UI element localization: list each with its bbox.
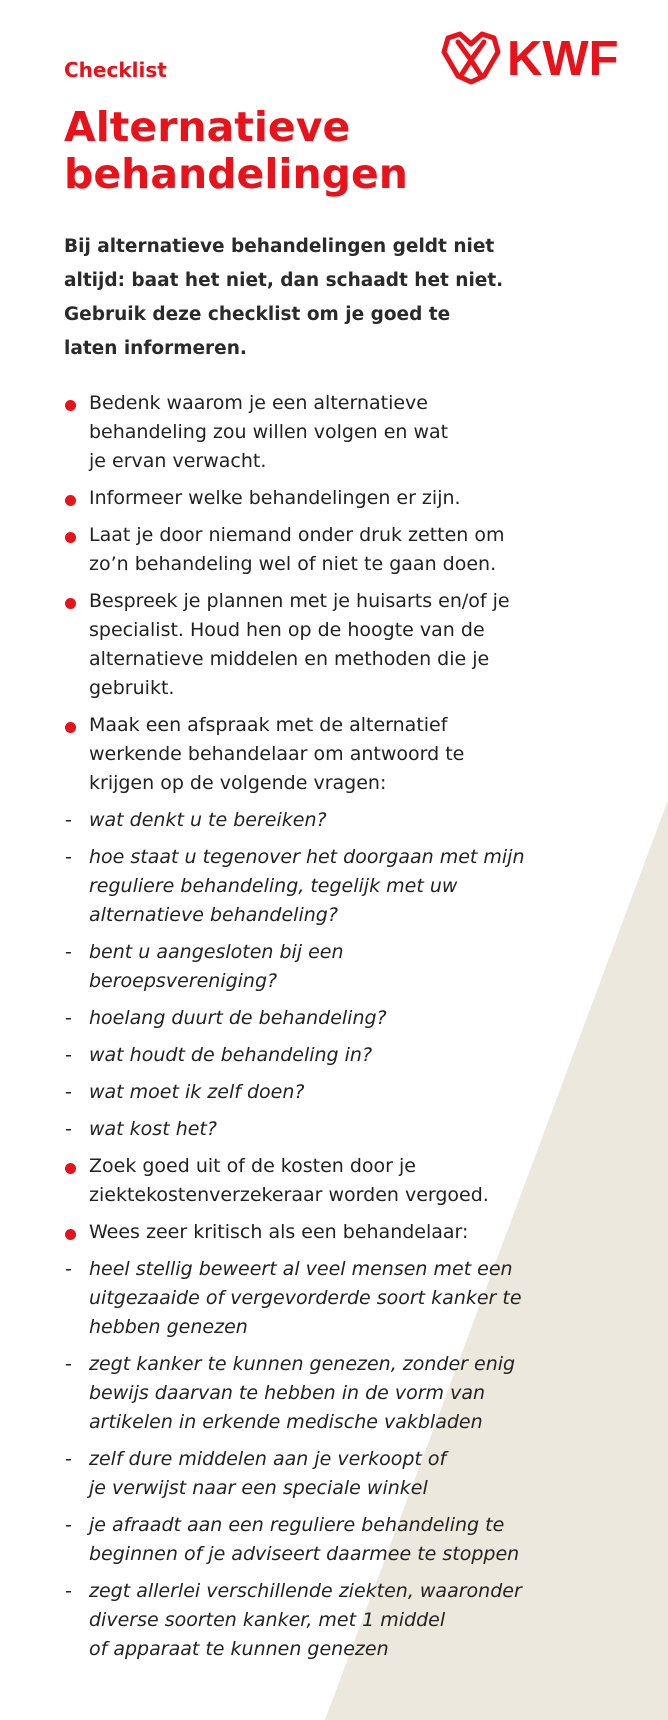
red-bullet-icon [65, 495, 76, 506]
item-text-line: zegt kanker te kunnen genezen, zonder enig [89, 1353, 516, 1375]
item-text-line: Wees zeer kritisch als een behandelaar: [89, 1221, 469, 1243]
item-text-line: wat moet ik zelf doen? [89, 1081, 305, 1103]
item-text-line: diverse soorten kanker, met 1 middel [89, 1609, 446, 1631]
red-bullet-icon [65, 1229, 76, 1240]
kicker-label: Checklist [64, 58, 167, 82]
checklist-item [64, 1218, 644, 1247]
title-line: behandelingen [64, 150, 408, 198]
checklist [64, 389, 644, 1672]
dash-marker: - [65, 1007, 72, 1029]
checklist-subitem [64, 1577, 644, 1664]
intro-line: Bij alternatieve behandelingen geldt niet [64, 236, 495, 257]
dash-marker: - [65, 1353, 72, 1375]
item-text-line: bewijs daarvan te hebben in de vorm van [89, 1382, 486, 1404]
item-text-line: je ervan verwacht. [89, 450, 267, 472]
kwf-logo [440, 30, 645, 88]
kwf-sword-heart-emblem-icon [440, 30, 502, 86]
item-text-line: je verwijst naar een speciale winkel [89, 1477, 428, 1499]
item-text-line: alternatieve behandeling? [89, 904, 338, 926]
dash-marker: - [65, 1044, 72, 1066]
dash-marker: - [65, 1448, 72, 1470]
item-text-line: behandeling zou willen volgen en wat [89, 421, 449, 443]
item-text-line: reguliere behandeling, tegelijk met uw [89, 875, 458, 897]
item-text-line: zelf dure middelen aan je verkoopt of [89, 1448, 447, 1470]
checklist-subitem [64, 1041, 644, 1070]
item-text-line: krijgen op de volgende vragen: [89, 772, 387, 794]
item-text-line: Bedenk waarom je een alternatieve [89, 392, 428, 414]
dash-marker: - [65, 809, 72, 831]
item-text-line: hoe staat u tegenover het doorgaan met mijn [89, 846, 525, 868]
item-text-line: bent u aangesloten bij een [89, 941, 344, 963]
red-bullet-icon [65, 1163, 76, 1174]
checklist-subitem [64, 1255, 644, 1342]
checklist-subitem [64, 806, 644, 835]
item-text-line: wat houdt de behandeling in? [89, 1044, 373, 1066]
dash-marker: - [65, 1514, 72, 1536]
red-bullet-icon [65, 722, 76, 733]
item-text-line: artikelen in erkende medische vakbladen [89, 1411, 483, 1433]
intro-paragraph [64, 230, 584, 366]
red-bullet-icon [65, 400, 76, 411]
dash-marker: - [65, 1081, 72, 1103]
intro-line: altijd: baat het niet, dan schaadt het niet. [64, 270, 504, 291]
item-text-line: Laat je door niemand onder druk zetten om [89, 524, 505, 546]
item-text-line: hoelang duurt de behandeling? [89, 1007, 387, 1029]
item-text-line: alternatieve middelen en methoden die je [89, 648, 490, 670]
item-text-line: hebben genezen [89, 1316, 248, 1338]
item-text-line: of apparaat te kunnen genezen [89, 1638, 389, 1660]
title-line: Alternatieve [64, 103, 351, 151]
checklist-item [64, 389, 644, 476]
item-text-line: Maak een afspraak met de alternatief [89, 714, 448, 736]
checklist-subitem [64, 1004, 644, 1033]
item-text-line: zegt allerlei verschillende ziekten, waaronder [89, 1580, 522, 1602]
item-text-line: wat denkt u te bereiken? [89, 809, 327, 831]
dash-marker: - [65, 1118, 72, 1140]
red-bullet-icon [65, 598, 76, 609]
dash-marker: - [65, 1580, 72, 1602]
red-bullet-icon [65, 532, 76, 543]
item-text-line: Bespreek je plannen met je huisarts en/of je [89, 590, 510, 612]
dash-marker: - [65, 941, 72, 963]
item-text-line: beroepsvereniging? [89, 970, 278, 992]
item-text-line: beginnen of je adviseert daarmee te stoppen [89, 1543, 520, 1565]
item-text-line: uitgezaaide of vergevorderde soort kanker te [89, 1287, 522, 1309]
item-text-line: heel stellig beweert al veel mensen met een [89, 1258, 513, 1280]
item-text-line: wat kost het? [89, 1118, 217, 1140]
checklist-item [64, 711, 644, 798]
item-text-line: werkende behandelaar om antwoord te [89, 743, 465, 765]
checklist-subitem [64, 1115, 644, 1144]
checklist-subitem [64, 1350, 644, 1437]
checklist-subitem [64, 938, 644, 996]
checklist-item [64, 587, 644, 703]
intro-line: Gebruik deze checklist om je goed te [64, 304, 451, 325]
checklist-subitem [64, 843, 644, 930]
checklist-item [64, 521, 644, 579]
item-text-line: Zoek goed uit of de kosten door je [89, 1155, 416, 1177]
item-text-line: je afraadt aan een reguliere behandeling te [89, 1514, 505, 1536]
checklist-item [64, 484, 644, 513]
checklist-subitem [64, 1445, 644, 1503]
item-text-line: gebruikt. [89, 677, 175, 699]
page-title [64, 104, 484, 198]
intro-line: laten informeren. [64, 338, 247, 359]
item-text-line: ziektekostenverzekeraar worden vergoed. [89, 1184, 489, 1206]
logo-wordmark: KWF [507, 32, 619, 86]
checklist-item [64, 1152, 644, 1210]
item-text-line: specialist. Houd hen op de hoogte van de [89, 619, 485, 641]
item-text-line: zo’n behandeling wel of niet te gaan doen. [89, 553, 497, 575]
dash-marker: - [65, 846, 72, 868]
item-text-line: Informeer welke behandelingen er zijn. [89, 487, 461, 509]
checklist-subitem [64, 1078, 644, 1107]
dash-marker: - [65, 1258, 72, 1280]
checklist-subitem [64, 1511, 644, 1569]
